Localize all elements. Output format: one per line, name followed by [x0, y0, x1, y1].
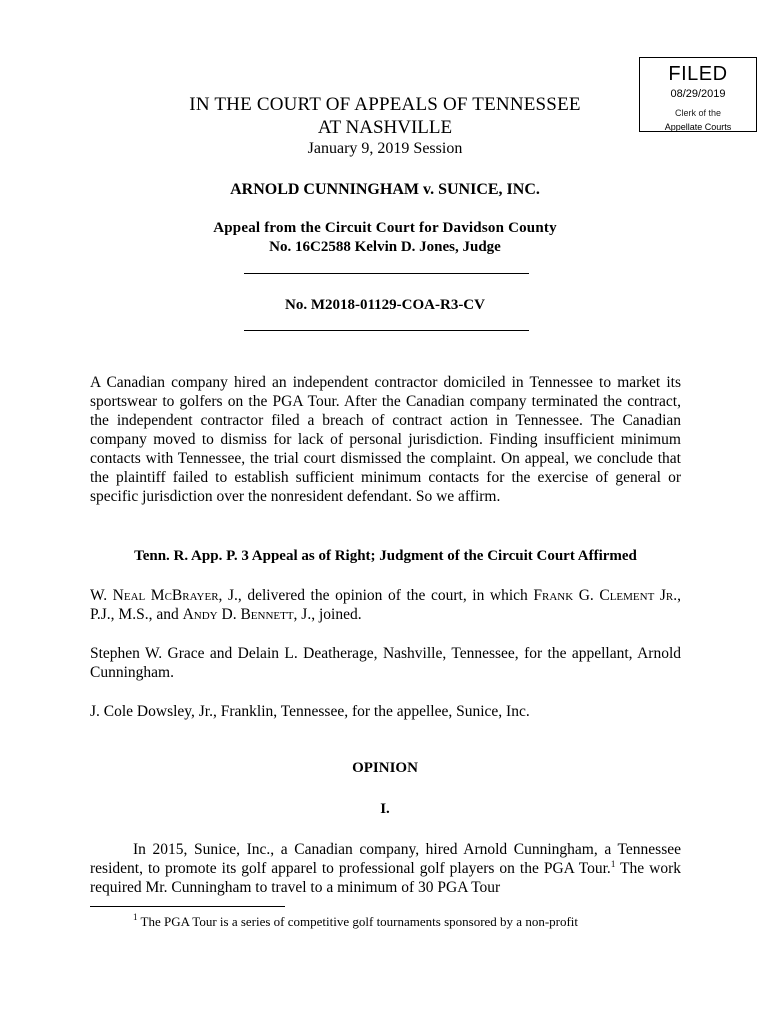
- footnote-text: The PGA Tour is a series of competitive golf tournaments sponsored by a non-profit: [137, 914, 579, 929]
- trial-judge: No. 16C2588 Kelvin D. Jones, Judge: [269, 239, 501, 255]
- stamp-clerk: Clerk of the: [674, 108, 722, 118]
- footnote-rule: [90, 906, 285, 907]
- stamp-date: 08/29/2019: [670, 88, 726, 100]
- stamp-court: Appellate Courts: [664, 122, 732, 132]
- footnote-reference[interactable]: 1: [610, 859, 616, 869]
- author-text: , J., delivered the opinion of the court, in which: [218, 587, 534, 604]
- session-date: January 9, 2019 Session: [307, 140, 463, 157]
- holding-line: Tenn. R. App. P. 3 Appeal as of Right; Judgment of the Circuit Court Affirmed: [134, 548, 637, 564]
- joining-judge: Andy D. Bennett: [182, 606, 294, 623]
- author-judge: W. Neal McBrayer: [90, 587, 219, 604]
- footnote-number: 1: [133, 912, 138, 922]
- author-line: [90, 586, 681, 624]
- paragraph-text: The work required Mr. Cunningham to travel to a minimum of 30 PGA Tour: [90, 860, 681, 896]
- case-caption: ARNOLD CUNNINGHAM v. SUNICE, INC.: [230, 181, 540, 198]
- section-number: I.: [380, 801, 390, 817]
- footnote: [90, 913, 681, 930]
- court-location: AT NASHVILLE: [317, 117, 453, 138]
- counsel-appellee: J. Cole Dowsley, Jr., Franklin, Tennessee, for the appellee, Sunice, Inc.: [90, 703, 530, 720]
- paragraph-text: In 2015, Sunice, Inc., a Canadian company, hired Arnold Cunningham, a Tennessee resident, to promote its golf apparel to professional golf players on the PGA Tour.: [90, 841, 681, 877]
- case-summary: A Canadian company hired an independent contractor domiciled in Tennessee to market its sportswear to golfers on the PGA Tour. After the Canadian company terminated the contract, the independent contractor filed a breach of contract action in Tennessee. The Canadian company moved to dismiss for lack of personal jurisdiction. Finding insufficient minimum contacts with Tennessee, the trial court dismissed the complaint. On appeal, we conclude that the plaintiff failed to establish sufficient minimum contacts for the exercise of general or specific jurisdiction over the nonresident defendant. So we affirm.: [90, 374, 681, 505]
- divider-rule: [244, 330, 529, 331]
- docket-number: No. M2018-01129-COA-R3-CV: [285, 297, 485, 313]
- opinion-paragraph: [90, 840, 681, 897]
- joining-judge: Frank G. Clement Jr.: [533, 587, 678, 604]
- counsel-appellant: Stephen W. Grace and Delain L. Deatherage, Nashville, Tennessee, for the appellant, Arnold Cunningham.: [90, 645, 681, 681]
- opinion-heading: OPINION: [352, 760, 418, 776]
- appeal-source: Appeal from the Circuit Court for Davidson County: [213, 220, 557, 236]
- stamp-filed-label: FILED: [668, 63, 728, 85]
- author-text: , P.J., M.S., and: [90, 587, 681, 623]
- court-name: IN THE COURT OF APPEALS OF TENNESSEE: [189, 94, 581, 115]
- divider-rule: [244, 273, 529, 274]
- author-text: , J., joined.: [293, 606, 362, 623]
